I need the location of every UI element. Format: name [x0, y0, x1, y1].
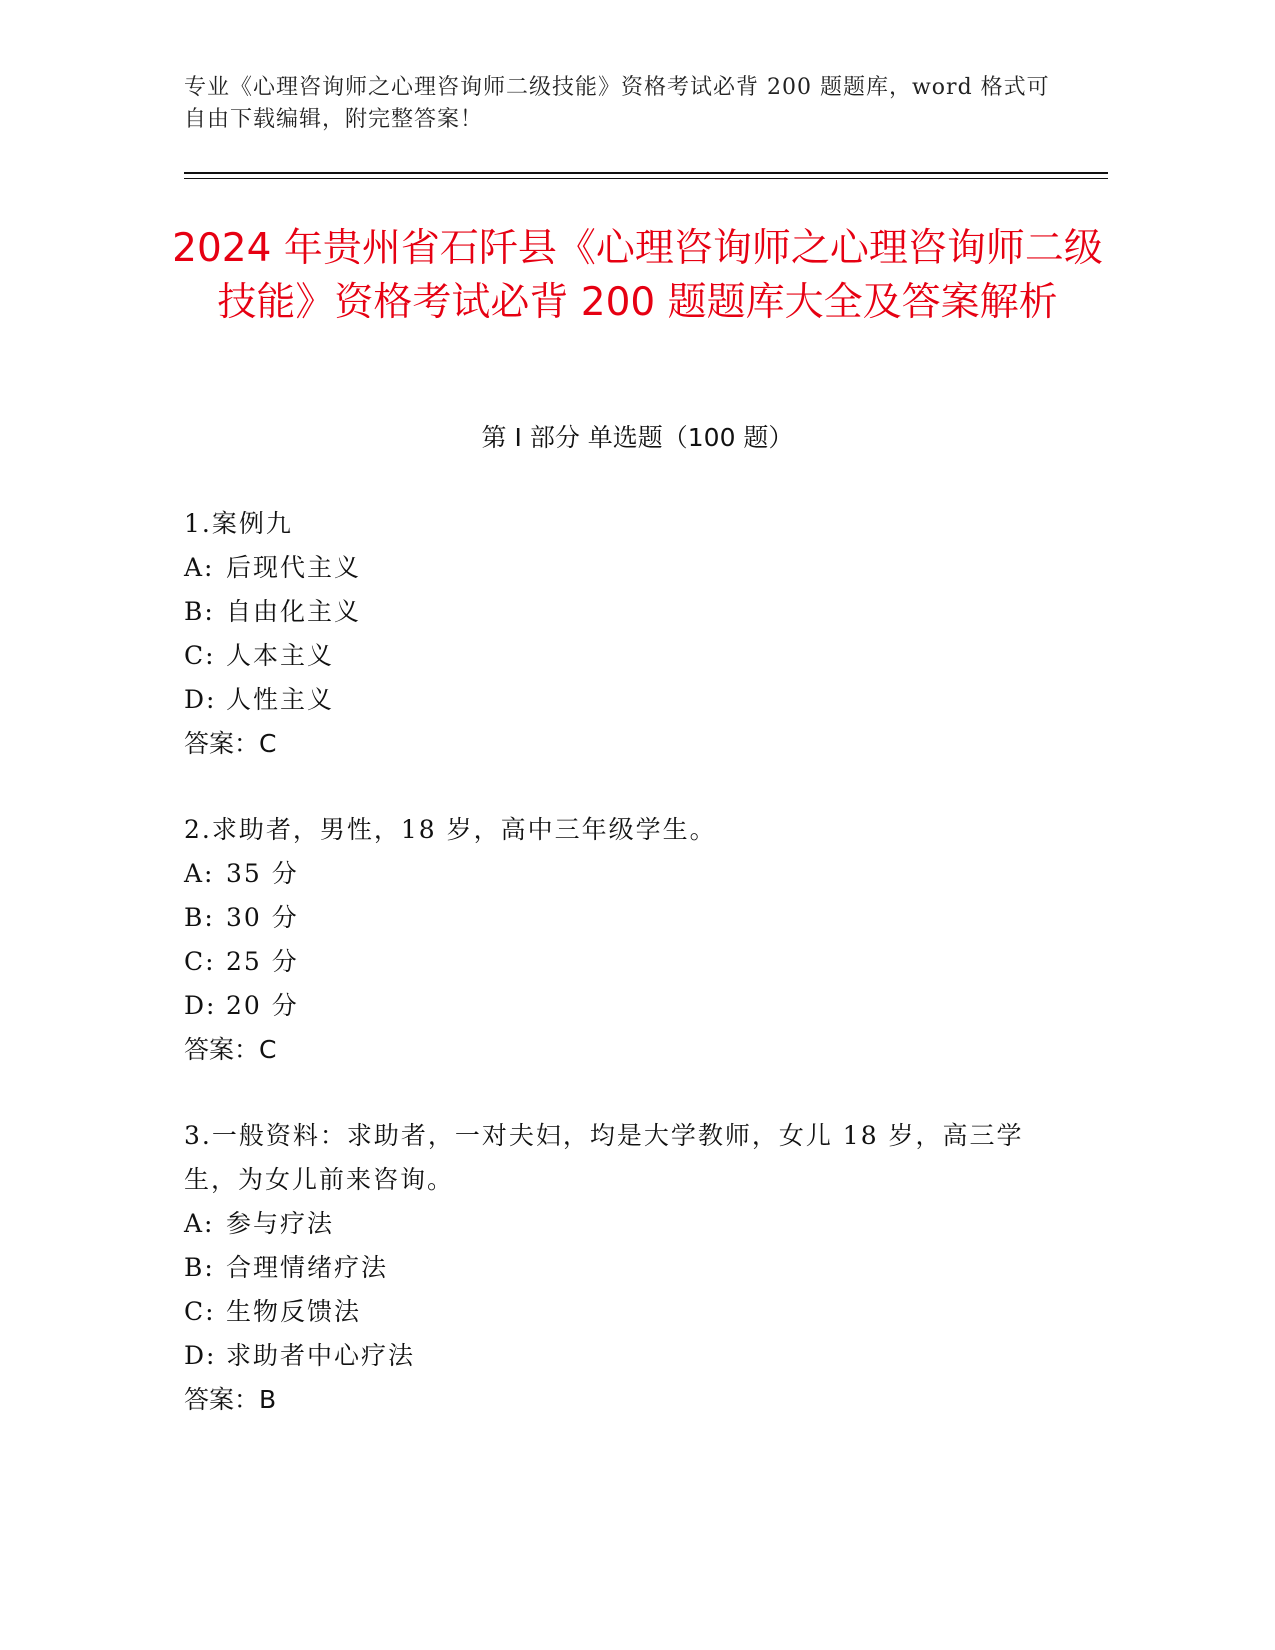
option-text: 生物反馈法 [226, 1297, 362, 1326]
answer-line: 答案：B [184, 1385, 277, 1414]
option-b [184, 1246, 1064, 1290]
option-b [184, 896, 1064, 940]
option-c [184, 634, 1064, 678]
option-label: B: [184, 903, 215, 932]
option-d [184, 1334, 1064, 1378]
question-1 [184, 502, 1064, 766]
option-text: 人性主义 [226, 685, 335, 714]
option-label: D: [184, 1341, 217, 1370]
option-a [184, 546, 1064, 590]
option-d [184, 984, 1064, 1028]
option-label: B: [184, 1253, 215, 1282]
option-b [184, 590, 1064, 634]
header-note: 专业《心理咨询师之心理咨询师二级技能》资格考试必背 200 题题库，word 格式可自由下载编辑，附完整答案！ [184, 75, 1050, 132]
header-rule-thin [184, 178, 1108, 179]
option-label: A: [184, 553, 215, 582]
option-text: 人本主义 [226, 641, 335, 670]
question-3 [184, 1114, 1064, 1422]
option-a [184, 1202, 1064, 1246]
option-text: 求助者中心疗法 [226, 1341, 416, 1370]
option-text: 参与疗法 [226, 1209, 335, 1238]
option-a [184, 852, 1064, 896]
question-stem: 1.案例九 [184, 509, 293, 538]
option-label: C: [184, 947, 216, 976]
option-text: 25 分 [226, 947, 299, 976]
option-label: A: [184, 1209, 215, 1238]
option-text: 20 分 [226, 991, 299, 1020]
answer-line: 答案：C [184, 1035, 277, 1064]
question-stem: 3.一般资料：求助者，一对夫妇，均是大学教师，女儿 18 岁，高三学生，为女儿前来咨询。 [184, 1121, 1024, 1194]
option-label: C: [184, 1297, 216, 1326]
option-text: 后现代主义 [226, 553, 362, 582]
option-label: A: [184, 859, 215, 888]
question-2 [184, 808, 1064, 1072]
option-text: 35 分 [226, 859, 299, 888]
option-c [184, 940, 1064, 984]
option-label: B: [184, 597, 215, 626]
option-label: D: [184, 991, 217, 1020]
header-rule-thick [184, 172, 1108, 174]
section-heading: 第 I 部分 单选题（100 题） [481, 423, 794, 452]
option-text: 自由化主义 [226, 597, 362, 626]
option-label: D: [184, 685, 217, 714]
answer-line: 答案：C [184, 729, 277, 758]
option-d [184, 678, 1064, 722]
document-title: 2024 年贵州省石阡县《心理咨询师之心理咨询师二级技能》资格考试必背 200 题题库大全及答案解析 [172, 226, 1103, 325]
option-text: 30 分 [226, 903, 299, 932]
option-c [184, 1290, 1064, 1334]
option-label: C: [184, 641, 216, 670]
option-text: 合理情绪疗法 [226, 1253, 389, 1282]
question-stem: 2.求助者，男性，18 岁，高中三年级学生。 [184, 815, 717, 844]
